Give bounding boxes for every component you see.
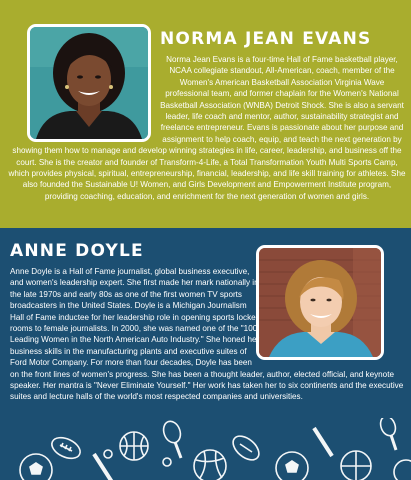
baseball-bat-icon <box>314 428 332 456</box>
tennis-racket-icon <box>161 419 184 466</box>
profile-bio-container <box>10 266 404 403</box>
football-icon <box>229 431 264 464</box>
football-icon <box>49 434 84 463</box>
soccer-ball-icon <box>20 454 52 480</box>
basketball-icon <box>341 451 371 480</box>
soccer-ball-icon <box>394 460 411 480</box>
sports-icon-row <box>0 418 411 480</box>
profile-bio: Anne Doyle is a Hall of Fame journalist, global business executive, and women's leadership expert. She first made her mark nationally in the late 1970s and early 80s as one of the first women TV sports broadcasters in the United States. Doyle is a Michigan Journalism Hall of Fame inductee for her leadership role in opening sports locker rooms to female journalists. In 2000, she was named one of the "100 Leading Women in the North American Auto Industry." She honed her business skills in the manufacturing plants and executive suites of Ford Motor Company. For more than four decades, Doyle has been on the front lines of women's progress. She has been a thought leader, author, elected official, and keynote speaker. Her mantra is "Never Eliminate Yourself." Her work has taken her to six continents and the executive suites and lecture halls of the world's most respected companies and universities. <box>10 267 404 402</box>
profile-bio-container <box>8 54 406 202</box>
baseball-bat-icon <box>94 450 112 480</box>
profile-anne-doyle <box>0 228 411 480</box>
profile-name: ANNE DOYLE <box>10 241 144 261</box>
profile-name: NORMA JEAN EVANS <box>160 29 372 49</box>
sports-icons <box>0 418 411 480</box>
profile-norma-jean-evans <box>0 0 411 228</box>
volleyball-icon <box>194 450 226 480</box>
basketball-icon <box>120 432 148 460</box>
soccer-ball-icon <box>276 452 308 480</box>
tennis-racket-icon <box>378 418 398 450</box>
profile-bio: Norma Jean Evans is a four-time Hall of Fame basketball player, NCAA collegiate standout, All-American, coach, member of the Women's American Basketball Association Virginia Wave professional team, and former chaplain for the Women's National Basketball Association (WNBA) Detroit Shock. She is also a servant leader, life coach and mentor, author, sustainability strategist and freelance entrepreneur. Evans is passionate about her purpose and assignment to help coach, equip, and teach the next generation by showing them how to manage and develop winning strategies in life, career, leadership, and business off the court. She is the creator and founder of Transform-4-Life, a Total Transformation Youth Multi Sports Camp, which provides physical, spiritual, entrepreneurship, financial, leadership, and life skill training for athletes. She also founded the Sustainable U! Women, and Girls Development and Empowerment Institute program, providing coaching, education, and enrichment for the next generation of women and girls. <box>8 55 406 201</box>
photo-spacer <box>262 266 404 361</box>
photo-spacer <box>8 54 158 139</box>
